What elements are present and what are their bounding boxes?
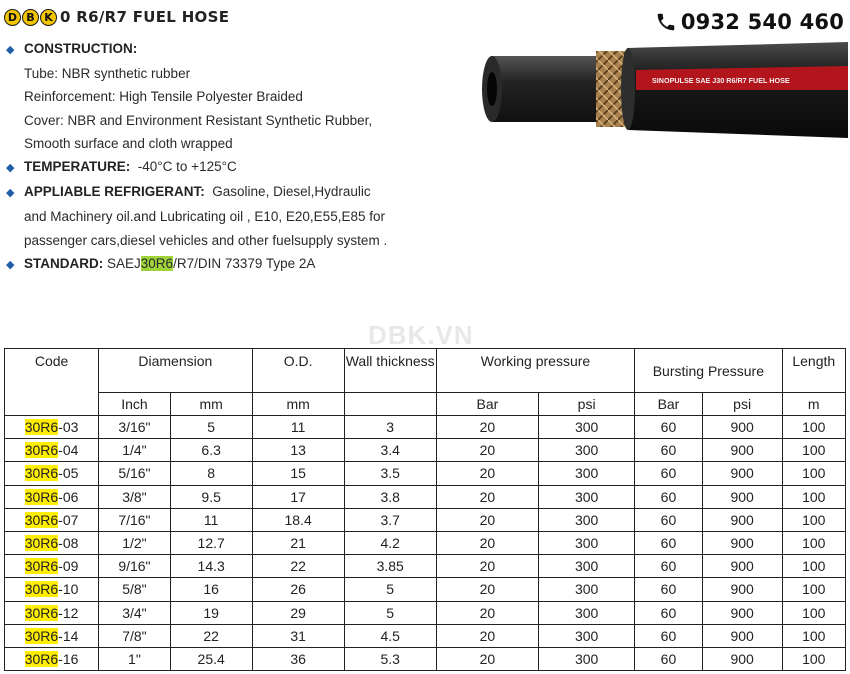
header-bursting-pressure: Bursting Pressure bbox=[635, 349, 782, 393]
cell-bp-psi: 900 bbox=[702, 508, 782, 531]
cell-bp-bar: 60 bbox=[635, 647, 703, 670]
title-bar bbox=[4, 6, 229, 28]
code-suffix: -08 bbox=[58, 535, 79, 552]
cell-od: 36 bbox=[252, 647, 344, 670]
code-suffix: -07 bbox=[58, 511, 79, 528]
cell-wp-psi: 300 bbox=[539, 647, 635, 670]
cell-bp-psi: 900 bbox=[702, 555, 782, 578]
code-prefix: 30R6 bbox=[24, 650, 59, 667]
cell-len: 100 bbox=[782, 485, 845, 508]
subheader-wp-bar: Bar bbox=[436, 393, 538, 416]
code-suffix: -10 bbox=[58, 581, 79, 598]
table-row bbox=[5, 485, 846, 508]
header-wall: Wall thickness bbox=[344, 349, 436, 393]
cell-len: 100 bbox=[782, 578, 845, 601]
cell-od: 17 bbox=[252, 485, 344, 508]
cell-mm: 5 bbox=[170, 416, 252, 439]
phone-contact[interactable] bbox=[655, 10, 844, 34]
table-row bbox=[5, 531, 846, 554]
cell-od: 15 bbox=[252, 462, 344, 485]
cell-mm: 16 bbox=[170, 578, 252, 601]
cell-mm: 11 bbox=[170, 508, 252, 531]
construction-line: Cover: NBR and Environment Resistant Synthetic Rubber, bbox=[24, 112, 373, 128]
cell-od: 18.4 bbox=[252, 508, 344, 531]
cell-od: 29 bbox=[252, 601, 344, 624]
cell-code bbox=[5, 416, 99, 439]
cell-code bbox=[5, 531, 99, 554]
cell-mm: 14.3 bbox=[170, 555, 252, 578]
watermark: DBK.VN bbox=[368, 320, 474, 350]
cell-wp-psi: 300 bbox=[539, 531, 635, 554]
cell-bp-bar: 60 bbox=[635, 485, 703, 508]
code-suffix: -05 bbox=[58, 465, 79, 482]
spec-label: STANDARD: bbox=[24, 255, 104, 271]
subheader-bp-psi: psi bbox=[702, 393, 782, 416]
table-row bbox=[5, 647, 846, 670]
table-row bbox=[5, 416, 846, 439]
refrigerant-value: Gasoline, Diesel,Hydraulic bbox=[212, 184, 371, 200]
cell-od: 26 bbox=[252, 578, 344, 601]
cell-bp-psi: 900 bbox=[702, 416, 782, 439]
cell-wp-psi: 300 bbox=[539, 485, 635, 508]
cell-wp-psi: 300 bbox=[539, 601, 635, 624]
spec-label: CONSTRUCTION: bbox=[24, 41, 138, 56]
cell-len: 100 bbox=[782, 508, 845, 531]
cell-len: 100 bbox=[782, 416, 845, 439]
cell-len: 100 bbox=[782, 601, 845, 624]
code-prefix: 30R6 bbox=[24, 488, 59, 505]
cell-len: 100 bbox=[782, 531, 845, 554]
cell-bp-psi: 900 bbox=[702, 578, 782, 601]
cell-wp-bar: 20 bbox=[436, 531, 538, 554]
specification-table bbox=[4, 348, 846, 671]
cell-wp-bar: 20 bbox=[436, 439, 538, 462]
cell-bp-bar: 60 bbox=[635, 531, 703, 554]
cell-wp-bar: 20 bbox=[436, 624, 538, 647]
cell-wall: 3.85 bbox=[344, 555, 436, 578]
table-body bbox=[5, 416, 846, 671]
cell-bp-psi: 900 bbox=[702, 462, 782, 485]
specifications bbox=[6, 37, 446, 277]
cell-mm: 9.5 bbox=[170, 485, 252, 508]
cell-inch: 1/4" bbox=[99, 439, 171, 462]
cell-bp-psi: 900 bbox=[702, 485, 782, 508]
code-prefix: 30R6 bbox=[24, 558, 59, 575]
cell-od: 22 bbox=[252, 555, 344, 578]
cell-len: 100 bbox=[782, 624, 845, 647]
table-row bbox=[5, 555, 846, 578]
refrigerant-line bbox=[6, 180, 446, 205]
cell-code bbox=[5, 647, 99, 670]
cell-code bbox=[5, 601, 99, 624]
cell-inch: 3/8" bbox=[99, 485, 171, 508]
table-row bbox=[5, 624, 846, 647]
subheader-od-mm: mm bbox=[252, 393, 344, 416]
cell-inch: 1" bbox=[99, 647, 171, 670]
cell-code bbox=[5, 555, 99, 578]
refrigerant-continued: and Machinery oil.and Lubricating oil , E10, E20,E55,E85 for bbox=[24, 209, 385, 225]
cell-bp-psi: 900 bbox=[702, 647, 782, 670]
refrigerant-continued: passenger cars,diesel vehicles and other fuelsupply system . bbox=[24, 232, 388, 248]
cell-wp-psi: 300 bbox=[539, 578, 635, 601]
cell-inch: 5/16" bbox=[99, 462, 171, 485]
code-suffix: -03 bbox=[58, 419, 79, 436]
cell-wp-bar: 20 bbox=[436, 485, 538, 508]
cell-bp-psi: 900 bbox=[702, 624, 782, 647]
construction-heading bbox=[6, 37, 446, 62]
diamond-bullet-icon: ◆ bbox=[6, 187, 15, 200]
subheader-wp-psi: psi bbox=[539, 393, 635, 416]
cell-bp-bar: 60 bbox=[635, 462, 703, 485]
cell-bp-bar: 60 bbox=[635, 555, 703, 578]
cell-mm: 6.3 bbox=[170, 439, 252, 462]
code-prefix: 30R6 bbox=[24, 465, 59, 482]
cell-wall: 4.2 bbox=[344, 531, 436, 554]
cell-mm: 22 bbox=[170, 624, 252, 647]
cell-code bbox=[5, 439, 99, 462]
code-prefix: 30R6 bbox=[24, 511, 59, 528]
cell-len: 100 bbox=[782, 555, 845, 578]
cell-wall: 3.5 bbox=[344, 462, 436, 485]
code-suffix: -12 bbox=[58, 604, 79, 621]
cell-wall: 5.3 bbox=[344, 647, 436, 670]
cell-len: 100 bbox=[782, 462, 845, 485]
cell-wall: 5 bbox=[344, 578, 436, 601]
cell-bp-bar: 60 bbox=[635, 508, 703, 531]
fuel-hose-image bbox=[478, 40, 848, 140]
cell-wall: 5 bbox=[344, 601, 436, 624]
table-row bbox=[5, 462, 846, 485]
hose-print-text: SINOPULSE SAE J30 R6/R7 FUEL HOSE bbox=[652, 76, 790, 85]
construction-line: Smooth surface and cloth wrapped bbox=[24, 135, 233, 151]
standard-suffix: /R7/DIN 73379 Type 2A bbox=[173, 255, 316, 271]
subheader-wall-empty bbox=[344, 393, 436, 416]
cell-mm: 8 bbox=[170, 462, 252, 485]
logo-letter: D bbox=[4, 9, 21, 26]
cell-wall: 3 bbox=[344, 416, 436, 439]
code-suffix: -06 bbox=[58, 488, 79, 505]
cell-wall: 3.7 bbox=[344, 508, 436, 531]
spec-label: TEMPERATURE: bbox=[24, 159, 131, 175]
table-row bbox=[5, 601, 846, 624]
standard-prefix: SAEJ bbox=[107, 255, 141, 271]
cell-wp-bar: 20 bbox=[436, 601, 538, 624]
cell-len: 100 bbox=[782, 439, 845, 462]
cell-inch: 5/8" bbox=[99, 578, 171, 601]
cell-code bbox=[5, 624, 99, 647]
cell-wp-psi: 300 bbox=[539, 508, 635, 531]
diamond-bullet-icon: ◆ bbox=[6, 162, 15, 175]
subheader-mm: mm bbox=[170, 393, 252, 416]
header-length: Length bbox=[782, 349, 845, 393]
code-suffix: -04 bbox=[58, 442, 79, 459]
code-prefix: 30R6 bbox=[24, 535, 59, 552]
construction-line: Tube: NBR synthetic rubber bbox=[24, 66, 191, 82]
cell-len: 100 bbox=[782, 647, 845, 670]
cell-inch: 7/8" bbox=[99, 624, 171, 647]
cell-inch: 3/4" bbox=[99, 601, 171, 624]
dbk-logo bbox=[4, 9, 57, 26]
cell-code bbox=[5, 578, 99, 601]
cell-mm: 19 bbox=[170, 601, 252, 624]
subheader-length-m: m bbox=[782, 393, 845, 416]
standard-highlight: 30R6 bbox=[140, 255, 174, 271]
cell-wp-bar: 20 bbox=[436, 462, 538, 485]
cell-mm: 12.7 bbox=[170, 531, 252, 554]
cell-bp-psi: 900 bbox=[702, 531, 782, 554]
diamond-bullet-icon: ◆ bbox=[6, 44, 15, 56]
logo-letter: K bbox=[40, 9, 57, 26]
logo-letter: B bbox=[22, 9, 39, 26]
cell-mm: 25.4 bbox=[170, 647, 252, 670]
cell-bp-bar: 60 bbox=[635, 439, 703, 462]
cell-od: 31 bbox=[252, 624, 344, 647]
header-working-pressure: Working pressure bbox=[436, 349, 634, 393]
subheader-bp-bar: Bar bbox=[635, 393, 703, 416]
spec-label: APPLIABLE REFRIGERANT: bbox=[24, 184, 205, 200]
cell-wall: 3.8 bbox=[344, 485, 436, 508]
cell-od: 13 bbox=[252, 439, 344, 462]
cell-wp-bar: 20 bbox=[436, 647, 538, 670]
cell-od: 11 bbox=[252, 416, 344, 439]
temperature-value: -40°C to +125°C bbox=[137, 159, 237, 175]
cell-inch: 9/16" bbox=[99, 555, 171, 578]
header-diameter: Diamension bbox=[99, 349, 252, 393]
diamond-bullet-icon: ◆ bbox=[6, 258, 15, 271]
cell-od: 21 bbox=[252, 531, 344, 554]
cell-bp-bar: 60 bbox=[635, 416, 703, 439]
subheader-inch: Inch bbox=[99, 393, 171, 416]
cell-wall: 3.4 bbox=[344, 439, 436, 462]
table-row bbox=[5, 439, 846, 462]
code-suffix: -09 bbox=[58, 558, 79, 575]
cell-code bbox=[5, 485, 99, 508]
header-od: O.D. bbox=[252, 349, 344, 393]
code-suffix: -14 bbox=[58, 627, 79, 644]
table-row bbox=[5, 578, 846, 601]
cell-bp-psi: 900 bbox=[702, 439, 782, 462]
cell-wp-bar: 20 bbox=[436, 416, 538, 439]
cell-code bbox=[5, 508, 99, 531]
cell-wall: 4.5 bbox=[344, 624, 436, 647]
cell-bp-bar: 60 bbox=[635, 601, 703, 624]
cell-wp-bar: 20 bbox=[436, 508, 538, 531]
cell-inch: 1/2" bbox=[99, 531, 171, 554]
code-suffix: -16 bbox=[58, 650, 79, 667]
standard-line bbox=[6, 252, 446, 277]
temperature-line bbox=[6, 155, 446, 180]
cell-bp-bar: 60 bbox=[635, 578, 703, 601]
cell-code bbox=[5, 462, 99, 485]
phone-number: 0932 540 460 bbox=[680, 10, 844, 34]
code-prefix: 30R6 bbox=[24, 627, 59, 644]
cell-wp-psi: 300 bbox=[539, 624, 635, 647]
cell-wp-psi: 300 bbox=[539, 416, 635, 439]
cell-wp-bar: 20 bbox=[436, 578, 538, 601]
cell-inch: 7/16" bbox=[99, 508, 171, 531]
cell-inch: 3/16" bbox=[99, 416, 171, 439]
cell-wp-psi: 300 bbox=[539, 462, 635, 485]
code-prefix: 30R6 bbox=[24, 419, 59, 436]
page-title: 0 R6/R7 FUEL HOSE bbox=[60, 8, 230, 26]
phone-icon bbox=[655, 11, 677, 33]
cell-wp-psi: 300 bbox=[539, 439, 635, 462]
code-prefix: 30R6 bbox=[24, 581, 59, 598]
cell-bp-bar: 60 bbox=[635, 624, 703, 647]
cell-wp-bar: 20 bbox=[436, 555, 538, 578]
header-code: Code bbox=[5, 349, 99, 416]
code-prefix: 30R6 bbox=[24, 442, 59, 459]
code-prefix: 30R6 bbox=[24, 604, 59, 621]
table-row bbox=[5, 508, 846, 531]
cell-wp-psi: 300 bbox=[539, 555, 635, 578]
construction-line: Reinforcement: High Tensile Polyester Braided bbox=[24, 89, 303, 105]
cell-bp-psi: 900 bbox=[702, 601, 782, 624]
